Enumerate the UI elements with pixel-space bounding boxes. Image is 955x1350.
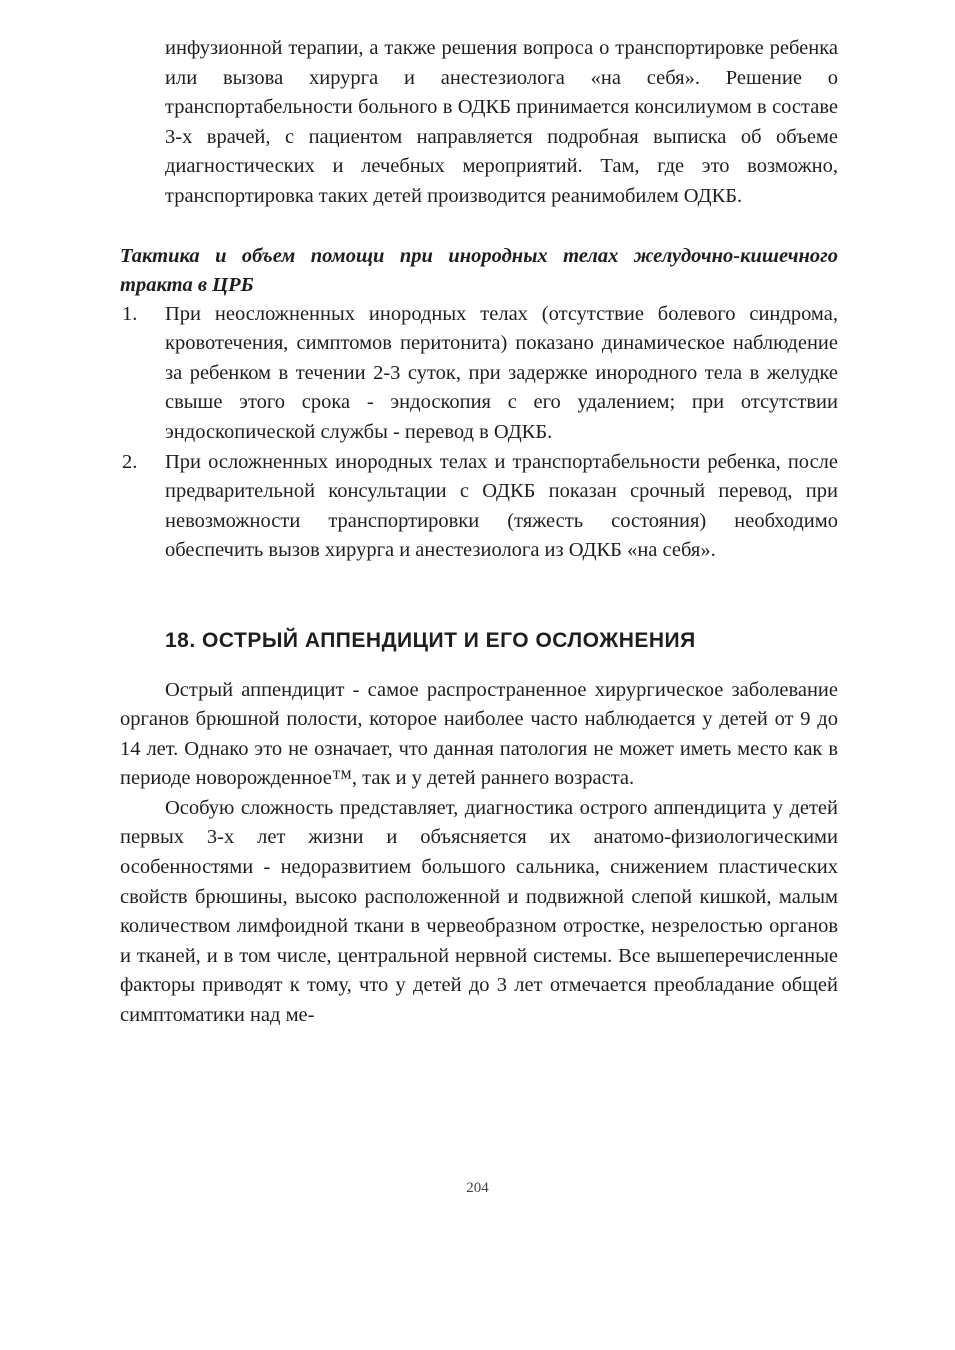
body-paragraph: Особую сложность представляет, диагностика острого аппендицита у детей первых 3-х лет жизни и объясняется их анатомо-физиологическими особенностями - недоразвитием большого сальника, снижением пластических свойств брюшины, высоко расположенной и подвижной слепой кишкой, малым количеством лимфоидной ткани в червеобразном отростке, незрелостью органов и тканей, и в том числе, центральной нервной системы. Все вышеперечисленные факторы приводят к тому, что у детей до 3 лет отмечается преобладание общей симптоматики над ме- (120, 796, 838, 1027)
body-paragraph: Острый аппендицит - самое распространенное хирургическое заболевание органов брюшной полости, которое наиболее часто наблюдается у детей от 9 до 14 лет. Однако это не означает, что данная патология не может иметь место как в периоде новорожденное™, так и у детей раннего возраста. (120, 678, 838, 790)
list-item-number: 1. (122, 302, 138, 325)
section-title: 18. ОСТРЫЙ АППЕНДИЦИТ И ЕГО ОСЛОЖНЕНИЯ (165, 628, 696, 652)
page-number: 204 (466, 1180, 489, 1196)
subheading: Тактика и объем помощи при инородных телах желудочно-кишечного тракта в ЦРБ (120, 244, 838, 296)
list-item-number: 2. (122, 450, 138, 473)
list-item-text: При осложненных инородных телах и транспортабельности ребенка, после предварительной консультации с ОДКБ показан срочный перевод, при невозможности транспортировки (тяжесть состояния) необходимо обеспечить вызов хирурга и анестезиолога из ОДКБ «на себя». (165, 450, 838, 562)
list-item (120, 300, 838, 448)
page-body (120, 34, 838, 1031)
list-item-text: При неосложненных инородных телах (отсутствие болевого синдрома, кровотечения, симптомов перитонита) показано динамическое наблюдение за ребенком в течении 2-3 суток, при задержке инородного тела в желудке свыше этого срока - эндоскопия с его удалением; при отсутствии эндоскопической службы - перевод в ОДКБ. (165, 302, 838, 443)
continuation-paragraph: инфузионной терапии, а также решения вопроса о транспортировке ребенка или вызова хирурга и анестезиолога «на себя». Решение о транспортабельности больного в ОДКБ принимается консилиумом в составе 3-х врачей, с пациентом направляется подробная выписка об объеме диагностических и лечебных мероприятий. Там, где это возможно, транспортировка таких детей производится реанимобилем ОДКБ. (165, 37, 838, 207)
numbered-list (120, 300, 838, 566)
list-item (120, 448, 838, 566)
